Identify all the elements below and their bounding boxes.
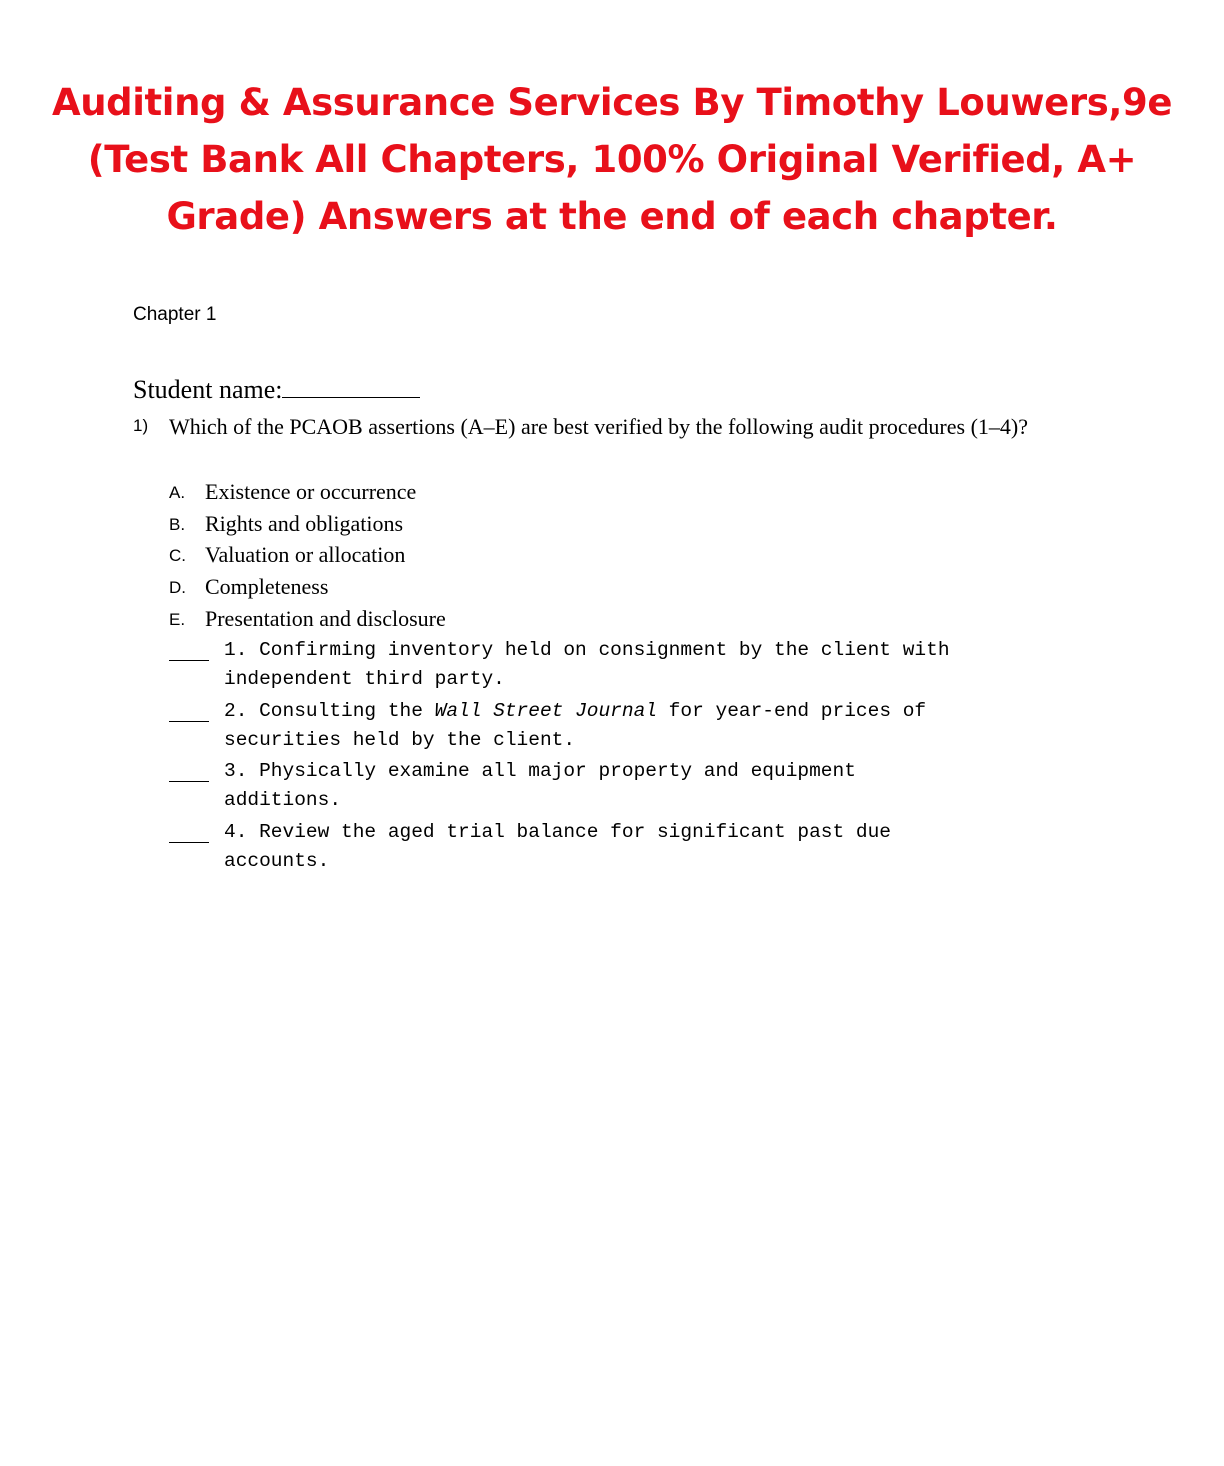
option-letter: C. [169, 546, 186, 566]
procedure-line: 4. Review the aged trial balance for significant past due [224, 820, 892, 843]
student-name-blank[interactable] [282, 373, 420, 398]
question-number: 1) [133, 416, 149, 435]
chapter-label: Chapter 1 [133, 304, 217, 325]
procedure-line-start: 2. Consulting the [224, 699, 435, 722]
procedure-line: additions. [224, 789, 342, 811]
option-text: Presentation and disclosure [205, 605, 446, 631]
publication-title: Wall Street Journal [434, 699, 657, 722]
option-text: Existence or occurrence [205, 479, 417, 504]
document-title [40, 74, 1184, 245]
option-letter: E. [169, 609, 186, 629]
option-letter: B. [169, 514, 186, 534]
answer-blank[interactable] [169, 642, 209, 661]
option-text: Valuation or allocation [205, 542, 406, 568]
procedure-line: independent third party. [224, 668, 505, 690]
option-text: Completeness [205, 574, 329, 600]
procedure-line-end: for year-end prices of [656, 699, 927, 722]
procedure-line: securities held by the client. [224, 728, 576, 751]
answer-blank[interactable] [169, 703, 209, 722]
procedure-line: accounts. [224, 849, 330, 872]
title-line: (Test Bank All Chapters, 100% Original Verified, A+ [87, 138, 1137, 181]
procedure-text [224, 636, 1064, 694]
option-letter: A. [169, 483, 186, 502]
student-name-field [133, 373, 420, 406]
answer-blank[interactable] [169, 763, 209, 782]
option-letter: D. [169, 578, 186, 598]
procedure-text [224, 818, 1064, 876]
student-name-label: Student name: [133, 375, 283, 404]
question-text: Which of the PCAOB assertions (A–E) are best verified by the following audit procedures (1–4)? [169, 414, 1028, 439]
title-line: Grade) Answers at the end of each chapter. [166, 195, 1058, 238]
procedure-text [224, 697, 1064, 755]
title-line: Auditing & Assurance Services By Timothy Louwers,9e [51, 81, 1173, 124]
answer-blank[interactable] [169, 824, 209, 843]
procedure-line: 1. Confirming inventory held on consignment by the client with [224, 639, 950, 661]
procedure-line: 3. Physically examine all major property and equipment [224, 760, 856, 782]
procedure-text [224, 757, 1064, 815]
option-text: Rights and obligations [205, 510, 403, 536]
